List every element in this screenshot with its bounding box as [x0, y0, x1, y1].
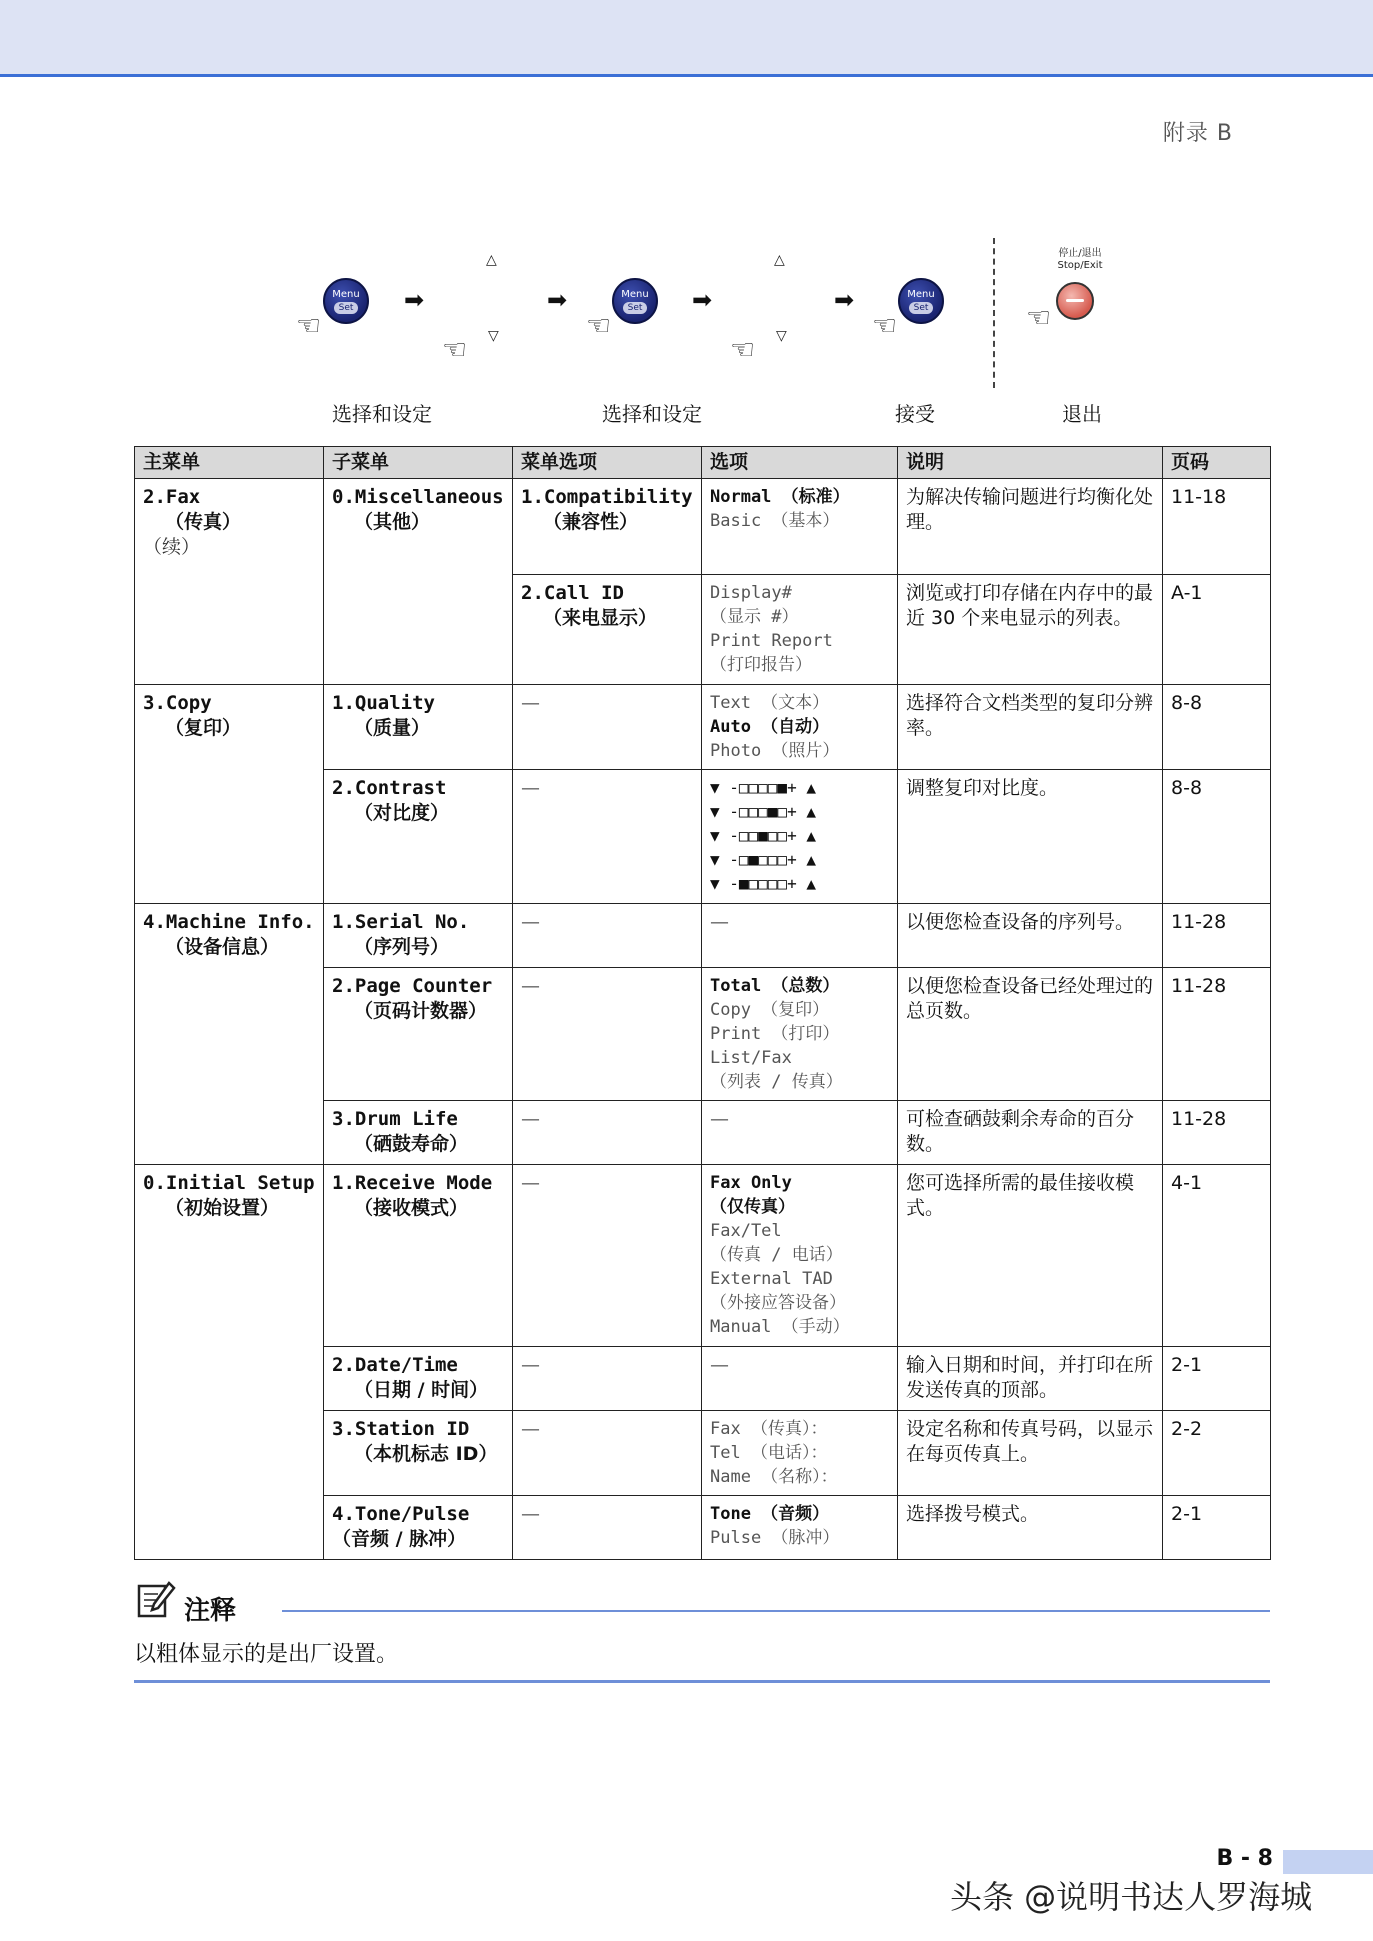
set-label: Set	[909, 302, 934, 314]
header-sub-menu: 子菜单	[324, 447, 513, 479]
main-menu-fax	[135, 479, 324, 685]
main-menu-initial-setup	[135, 1165, 324, 1560]
menu-number: 0.	[143, 1172, 166, 1194]
menu-name-en: Call ID	[543, 582, 624, 604]
right-arrow-icon: ➡	[404, 286, 425, 314]
menu-name-en: Tone/Pulse	[354, 1503, 470, 1525]
menu-name-cn: （兼容性）	[543, 511, 639, 533]
down-triangle-icon: ▽	[776, 328, 787, 344]
page-cell: 8-8	[1163, 685, 1271, 770]
option-item: Text （文本）	[710, 693, 830, 713]
option-item: Manual （手动）	[710, 1317, 850, 1337]
option-item: Total （总数）	[710, 976, 840, 996]
menu-option-cell	[513, 575, 702, 685]
options-cell	[702, 968, 898, 1101]
menu-number: 3.	[332, 1108, 355, 1130]
description-cell: 以便您检查设备已经处理过的总页数。	[898, 968, 1163, 1101]
dashed-separator	[993, 238, 995, 388]
menu-name-en: Copy	[165, 692, 212, 714]
option-item: External TAD	[710, 1269, 833, 1289]
menu-name-cn: （设备信息）	[165, 936, 280, 958]
menu-name-cn: （对比度）	[354, 802, 450, 824]
pointing-hand-icon: ☜	[730, 333, 756, 366]
contrast-level: ▼ -□■□□□+ ▲	[710, 850, 816, 869]
right-arrow-icon: ➡	[547, 286, 568, 314]
menu-name-en: Contrast	[354, 777, 447, 799]
section-label: 附录 B	[1162, 121, 1233, 146]
menu-name-cn: （本机标志 ID）	[354, 1443, 498, 1465]
options-cell	[702, 479, 898, 575]
header-options: 选项	[702, 447, 898, 479]
pointing-hand-icon: ☜	[872, 309, 898, 342]
menu-number: 2.	[332, 777, 355, 799]
contrast-options-cell	[702, 770, 898, 904]
menu-number: 3.	[143, 692, 166, 714]
option-item: （仅传真）	[710, 1197, 795, 1217]
header-main-menu: 主菜单	[135, 447, 324, 479]
header-menu-option: 菜单选项	[513, 447, 702, 479]
option-item: （打印报告）	[710, 655, 812, 675]
option-item: （显示 #）	[710, 607, 799, 627]
caption-select-set-1: 选择和设定	[332, 402, 432, 426]
option-item: Normal （标准）	[710, 487, 850, 507]
option-item: （列表 / 传真）	[710, 1072, 843, 1092]
table-row	[135, 479, 1271, 575]
menu-option-cell	[513, 479, 702, 575]
menu-option-cell: —	[513, 904, 702, 968]
sub-menu-cell	[324, 904, 513, 968]
menu-name-cn: （其他）	[354, 511, 431, 533]
menu-name-cn: （质量）	[354, 717, 431, 739]
caption-accept: 接受	[895, 402, 935, 426]
description-cell: 为解决传输问题进行均衡化处理。	[898, 479, 1163, 575]
menu-name-cn: （硒鼓寿命）	[354, 1133, 469, 1155]
menu-name-en: Miscellaneous	[354, 486, 504, 508]
menu-number: 2.	[332, 975, 355, 997]
main-menu-copy	[135, 685, 324, 904]
contrast-level: ▼ -□□□■□+ ▲	[710, 802, 816, 821]
menu-label: Menu	[907, 289, 935, 300]
page-number: B - 8	[1216, 1846, 1273, 1871]
option-item: Photo （照片）	[710, 741, 840, 761]
description-cell: 调整复印对比度。	[898, 770, 1163, 904]
option-item: Display#	[710, 583, 792, 603]
stop-caption-cn: 停止/退出	[1058, 248, 1102, 259]
options-cell	[702, 1411, 898, 1496]
set-label: Set	[334, 302, 359, 314]
options-cell	[702, 1165, 898, 1347]
main-menu-machine-info	[135, 904, 324, 1165]
option-item: List/Fax	[710, 1048, 792, 1068]
menu-name-cn: （复印）	[165, 717, 242, 739]
pointing-hand-icon: ☜	[296, 309, 322, 342]
option-item: （传真 / 电话）	[710, 1245, 843, 1265]
menu-set-button-3	[898, 278, 944, 324]
menu-name-en: Machine Info.	[165, 911, 315, 933]
option-item: Fax （传真）：	[710, 1419, 828, 1439]
sub-menu-misc	[324, 479, 513, 685]
option-item: Fax/Tel	[710, 1221, 782, 1241]
sub-menu-cell	[324, 1496, 513, 1560]
navigation-diagram	[0, 220, 1373, 430]
options-cell	[702, 575, 898, 685]
option-item: Pulse （脉冲）	[710, 1528, 840, 1548]
page-cell: 2-2	[1163, 1411, 1271, 1496]
sub-menu-cell	[324, 968, 513, 1101]
menu-number: 1.	[332, 1172, 355, 1194]
option-item: （外接应答设备）	[710, 1293, 846, 1313]
menu-set-button-2	[612, 278, 658, 324]
watermark-text: 头条 @说明书达人罗海城	[950, 1878, 1313, 1916]
menu-name-en: Drum Life	[354, 1108, 458, 1130]
option-item: Print Report	[710, 631, 833, 651]
pointing-hand-icon: ☜	[442, 333, 468, 366]
menu-name-en: Initial Setup	[165, 1172, 315, 1194]
menu-number: 0.	[332, 486, 355, 508]
option-item: Auto （自动）	[710, 717, 830, 737]
page-cell: 11-28	[1163, 904, 1271, 968]
note-pencil-icon	[136, 1580, 176, 1620]
table-row	[135, 904, 1271, 968]
menu-name-cn: （音频 / 脉冲）	[332, 1528, 467, 1550]
description-cell: 可检查硒鼓剩余寿命的百分数。	[898, 1101, 1163, 1165]
sub-menu-cell	[324, 1101, 513, 1165]
sub-menu-cell	[324, 770, 513, 904]
menu-number: 4.	[332, 1503, 355, 1525]
caption-exit: 退出	[1062, 402, 1102, 426]
pointing-hand-icon: ☜	[1026, 301, 1052, 334]
options-cell: —	[702, 904, 898, 968]
option-item: Name （名称）：	[710, 1467, 838, 1487]
set-label: Set	[623, 302, 648, 314]
up-triangle-icon: △	[774, 252, 785, 268]
menu-option-cell: —	[513, 1411, 702, 1496]
menu-option-cell: —	[513, 1347, 702, 1411]
note-title: 注释	[184, 1596, 237, 1626]
menu-name-en: Quality	[354, 692, 435, 714]
menu-number: 3.	[332, 1418, 355, 1440]
note-text: 以粗体显示的是出厂设置。	[134, 1642, 399, 1667]
options-cell: —	[702, 1101, 898, 1165]
menu-label: Menu	[621, 289, 649, 300]
options-cell	[702, 685, 898, 770]
menu-set-button-1	[323, 278, 369, 324]
page-cell: 11-28	[1163, 968, 1271, 1101]
stop-exit-caption	[1040, 248, 1120, 272]
page-cell: 11-18	[1163, 479, 1271, 575]
menu-option-cell: —	[513, 685, 702, 770]
menu-name-en: Station ID	[354, 1418, 470, 1440]
contrast-level: ▼ -■□□□□+ ▲	[710, 874, 816, 893]
menu-name-en: Receive Mode	[354, 1172, 493, 1194]
description-cell: 输入日期和时间，并打印在所发送传真的顶部。	[898, 1347, 1163, 1411]
description-cell: 您可选择所需的最佳接收模式。	[898, 1165, 1163, 1347]
option-item: Fax Only	[710, 1173, 792, 1193]
note-divider-bottom	[134, 1680, 1270, 1683]
options-cell: —	[702, 1347, 898, 1411]
header-description: 说明	[898, 447, 1163, 479]
menu-name-en: Date/Time	[354, 1354, 458, 1376]
menu-option-cell: —	[513, 968, 702, 1101]
page-cell: 2-1	[1163, 1347, 1271, 1411]
page-cell: 2-1	[1163, 1496, 1271, 1560]
stop-exit-button	[1056, 282, 1094, 320]
header-page: 页码	[1163, 447, 1271, 479]
top-header-band	[0, 0, 1373, 77]
menu-name-cn: （来电显示）	[543, 607, 658, 629]
option-item: Print （打印）	[710, 1024, 840, 1044]
page-cell: 11-28	[1163, 1101, 1271, 1165]
caption-select-set-2: 选择和设定	[602, 402, 702, 426]
table-row	[135, 1165, 1271, 1347]
option-item: Copy （复印）	[710, 1000, 830, 1020]
page-tab-marker	[1283, 1850, 1373, 1874]
contrast-level: ▼ -□□■□□+ ▲	[710, 826, 816, 845]
menu-name-cn: （日期 / 时间）	[354, 1379, 489, 1401]
right-arrow-icon: ➡	[692, 286, 713, 314]
menu-name-cn: （初始设置）	[165, 1197, 280, 1219]
menu-label: Menu	[332, 289, 360, 300]
option-item: Basic （基本）	[710, 511, 840, 531]
menu-number: 2.	[521, 582, 544, 604]
description-cell: 以便您检查设备的序列号。	[898, 904, 1163, 968]
contrast-level: ▼ -□□□□■+ ▲	[710, 778, 816, 797]
page-cell: 8-8	[1163, 770, 1271, 904]
menu-option-cell: —	[513, 1496, 702, 1560]
description-cell: 选择拨号模式。	[898, 1496, 1163, 1560]
menu-number: 2.	[143, 486, 166, 508]
description-cell: 选择符合文档类型的复印分辨率。	[898, 685, 1163, 770]
menu-name-en: Serial No.	[354, 911, 470, 933]
menu-name-en: Compatibility	[543, 486, 693, 508]
right-arrow-icon: ➡	[834, 286, 855, 314]
menu-name-cn: （接收模式）	[354, 1197, 469, 1219]
down-triangle-icon: ▽	[488, 328, 499, 344]
page-cell: A-1	[1163, 575, 1271, 685]
pointing-hand-icon: ☜	[586, 309, 612, 342]
menu-option-cell: —	[513, 770, 702, 904]
menu-option-cell: —	[513, 1165, 702, 1347]
sub-menu-cell	[324, 1165, 513, 1347]
menu-name-cn: （传真）	[165, 511, 242, 533]
menu-number: 1.	[332, 911, 355, 933]
menu-name-en: Fax	[165, 486, 201, 508]
menu-table	[134, 446, 1271, 1560]
description-cell: 设定名称和传真号码，以显示在每页传真上。	[898, 1411, 1163, 1496]
up-triangle-icon: △	[486, 252, 497, 268]
menu-number: 4.	[143, 911, 166, 933]
sub-menu-cell	[324, 685, 513, 770]
menu-number: 1.	[332, 692, 355, 714]
sub-menu-cell	[324, 1347, 513, 1411]
description-cell: 浏览或打印存储在内存中的最近 30 个来电显示的列表。	[898, 575, 1163, 685]
menu-name-cn: （页码计数器）	[354, 1000, 488, 1022]
menu-name-en: Page Counter	[354, 975, 493, 997]
option-item: Tel （电话）：	[710, 1443, 828, 1463]
table-header-row	[135, 447, 1271, 479]
stop-caption-en: Stop/Exit	[1057, 260, 1103, 271]
options-cell	[702, 1496, 898, 1560]
menu-option-cell: —	[513, 1101, 702, 1165]
menu-number: 1.	[521, 486, 544, 508]
menu-name-cn: （序列号）	[354, 936, 450, 958]
sub-menu-cell	[324, 1411, 513, 1496]
page-cell: 4-1	[1163, 1165, 1271, 1347]
continued-label: （续）	[143, 536, 201, 558]
note-divider-top	[282, 1610, 1270, 1612]
menu-number: 2.	[332, 1354, 355, 1376]
table-row	[135, 685, 1271, 770]
option-item: Tone （音频）	[710, 1504, 830, 1524]
